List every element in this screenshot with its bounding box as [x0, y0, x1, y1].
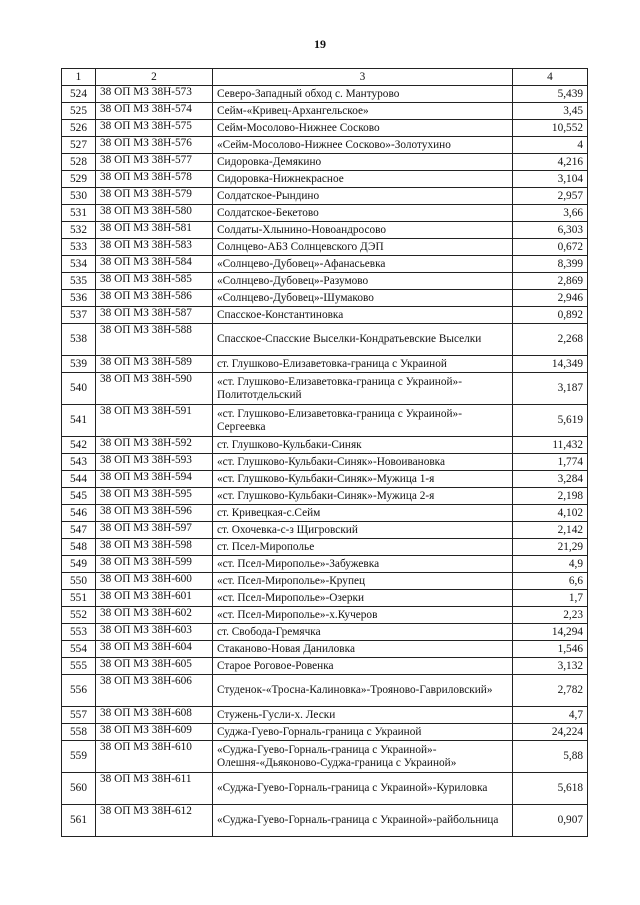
row-number-cell: 556	[62, 675, 96, 707]
road-code-cell: 38 ОП МЗ 38Н-579	[96, 188, 213, 205]
road-name-cell: Солдатское-Бекетово	[213, 205, 513, 222]
road-length-cell: 11,432	[513, 437, 588, 454]
table-row	[62, 454, 588, 471]
header-col-3: 3	[213, 69, 513, 86]
road-code-cell: 38 ОП МЗ 38Н-611	[96, 773, 213, 805]
road-name-cell: Суджа-Гуево-Горналь-граница с Украиной	[213, 724, 513, 741]
road-length-cell: 4,7	[513, 707, 588, 724]
road-code-cell: 38 ОП МЗ 38Н-581	[96, 222, 213, 239]
road-code-cell: 38 ОП МЗ 38Н-588	[96, 324, 213, 356]
table-body	[62, 86, 588, 837]
row-number-cell: 561	[62, 805, 96, 837]
road-length-cell: 2,268	[513, 324, 588, 356]
road-length-cell: 2,198	[513, 488, 588, 505]
table-row	[62, 805, 588, 837]
road-length-cell: 4,216	[513, 154, 588, 171]
page-number: 19	[314, 37, 326, 51]
road-length-cell: 3,284	[513, 471, 588, 488]
road-name-cell: «Солнцево-Дубовец»-Шумаково	[213, 290, 513, 307]
road-length-cell: 2,23	[513, 607, 588, 624]
row-number-cell: 540	[62, 373, 96, 405]
table-row	[62, 239, 588, 256]
road-length-cell: 0,672	[513, 239, 588, 256]
road-name-cell: «ст. Глушково-Кульбаки-Синяк»-Новоивановка	[213, 454, 513, 471]
road-code-cell: 38 ОП МЗ 38Н-610	[96, 741, 213, 773]
road-name-cell: «Солнцево-Дубовец»-Разумово	[213, 273, 513, 290]
row-number-cell: 536	[62, 290, 96, 307]
table-row	[62, 488, 588, 505]
road-name-cell: «ст. Псел-Мирополье»-Забужевка	[213, 556, 513, 573]
road-code-cell: 38 ОП МЗ 38Н-574	[96, 103, 213, 120]
road-length-cell: 2,782	[513, 675, 588, 707]
road-code-cell: 38 ОП МЗ 38Н-586	[96, 290, 213, 307]
road-code-cell: 38 ОП МЗ 38Н-585	[96, 273, 213, 290]
road-name-cell: «Суджа-Гуево-Горналь-граница с Украиной»-Олешня-«Дьяконово-Суджа-граница с Украиной»	[213, 741, 513, 773]
road-name-cell: Сейм-«Кривец-Архангельское»	[213, 103, 513, 120]
table-row	[62, 607, 588, 624]
row-number-cell: 547	[62, 522, 96, 539]
road-name-cell: «ст. Глушково-Кульбаки-Синяк»-Мужица 1-я	[213, 471, 513, 488]
road-length-cell: 4,102	[513, 505, 588, 522]
row-number-cell: 535	[62, 273, 96, 290]
row-number-cell: 560	[62, 773, 96, 805]
table-row	[62, 171, 588, 188]
road-code-cell: 38 ОП МЗ 38Н-602	[96, 607, 213, 624]
table-row	[62, 356, 588, 373]
road-length-cell: 2,957	[513, 188, 588, 205]
table-row	[62, 675, 588, 707]
road-code-cell: 38 ОП МЗ 38Н-592	[96, 437, 213, 454]
road-code-cell: 38 ОП МЗ 38Н-573	[96, 86, 213, 103]
row-number-cell: 537	[62, 307, 96, 324]
road-length-cell: 1,546	[513, 641, 588, 658]
road-name-cell: Солдатское-Рындино	[213, 188, 513, 205]
road-name-cell: Студенок-«Тросна-Калиновка»-Трояново-Гавриловский»	[213, 675, 513, 707]
row-number-cell: 538	[62, 324, 96, 356]
road-length-cell: 0,892	[513, 307, 588, 324]
road-name-cell: Северо-Западный обход с. Мантурово	[213, 86, 513, 103]
table-row	[62, 188, 588, 205]
table-row	[62, 205, 588, 222]
row-number-cell: 554	[62, 641, 96, 658]
row-number-cell: 541	[62, 405, 96, 437]
road-code-cell: 38 ОП МЗ 38Н-591	[96, 405, 213, 437]
row-number-cell: 534	[62, 256, 96, 273]
table-row	[62, 624, 588, 641]
road-code-cell: 38 ОП МЗ 38Н-583	[96, 239, 213, 256]
road-name-cell: Старое Роговое-Ровенка	[213, 658, 513, 675]
road-name-cell: Сидоровка-Нижнекрасное	[213, 171, 513, 188]
table-row	[62, 222, 588, 239]
row-number-cell: 546	[62, 505, 96, 522]
table-row	[62, 120, 588, 137]
row-number-cell: 558	[62, 724, 96, 741]
row-number-cell: 555	[62, 658, 96, 675]
row-number-cell: 551	[62, 590, 96, 607]
table-row	[62, 86, 588, 103]
table-row	[62, 741, 588, 773]
road-name-cell: ст. Кривецкая-с.Сейм	[213, 505, 513, 522]
road-code-cell: 38 ОП МЗ 38Н-587	[96, 307, 213, 324]
table-row	[62, 539, 588, 556]
header-col-1: 1	[62, 69, 96, 86]
road-code-cell: 38 ОП МЗ 38Н-603	[96, 624, 213, 641]
table-row	[62, 556, 588, 573]
road-name-cell: ст. Свобода-Гремячка	[213, 624, 513, 641]
road-code-cell: 38 ОП МЗ 38Н-584	[96, 256, 213, 273]
row-number-cell: 542	[62, 437, 96, 454]
row-number-cell: 528	[62, 154, 96, 171]
table-row	[62, 437, 588, 454]
table-row	[62, 405, 588, 437]
road-length-cell: 3,45	[513, 103, 588, 120]
table-row	[62, 324, 588, 356]
table-row	[62, 256, 588, 273]
road-code-cell: 38 ОП МЗ 38Н-576	[96, 137, 213, 154]
road-length-cell: 4	[513, 137, 588, 154]
road-name-cell: Солнцево-АБЗ Солнцевского ДЭП	[213, 239, 513, 256]
row-number-cell: 527	[62, 137, 96, 154]
road-code-cell: 38 ОП МЗ 38Н-595	[96, 488, 213, 505]
roads-table	[61, 68, 588, 837]
road-length-cell: 6,303	[513, 222, 588, 239]
road-name-cell: ст. Глушково-Кульбаки-Синяк	[213, 437, 513, 454]
row-number-cell: 525	[62, 103, 96, 120]
road-length-cell: 8,399	[513, 256, 588, 273]
road-code-cell: 38 ОП МЗ 38Н-589	[96, 356, 213, 373]
row-number-cell: 544	[62, 471, 96, 488]
table-row	[62, 724, 588, 741]
table-row	[62, 658, 588, 675]
road-name-cell: Сидоровка-Демякино	[213, 154, 513, 171]
row-number-cell: 539	[62, 356, 96, 373]
road-code-cell: 38 ОП МЗ 38Н-605	[96, 658, 213, 675]
road-length-cell: 14,349	[513, 356, 588, 373]
table-row	[62, 641, 588, 658]
road-length-cell: 4,9	[513, 556, 588, 573]
road-code-cell: 38 ОП МЗ 38Н-580	[96, 205, 213, 222]
road-length-cell: 14,294	[513, 624, 588, 641]
table-row	[62, 307, 588, 324]
table-row	[62, 471, 588, 488]
road-name-cell: Сейм-Мосолово-Нижнее Сосково	[213, 120, 513, 137]
road-code-cell: 38 ОП МЗ 38Н-601	[96, 590, 213, 607]
road-name-cell: Спасское-Константиновка	[213, 307, 513, 324]
road-name-cell: «Суджа-Гуево-Горналь-граница с Украиной»-Куриловка	[213, 773, 513, 805]
road-name-cell: «ст. Псел-Мирополье»-х.Кучеров	[213, 607, 513, 624]
road-length-cell: 3,66	[513, 205, 588, 222]
row-number-cell: 526	[62, 120, 96, 137]
table-row	[62, 103, 588, 120]
road-name-cell: ст. Псел-Мирополье	[213, 539, 513, 556]
road-name-cell: «Суджа-Гуево-Горналь-граница с Украиной»-райбольница	[213, 805, 513, 837]
table-row	[62, 137, 588, 154]
road-name-cell: «ст. Глушково-Елизаветовка-граница с Украиной»-Сергеевка	[213, 405, 513, 437]
row-number-cell: 545	[62, 488, 96, 505]
road-name-cell: ст. Охочевка-с-з Щигровский	[213, 522, 513, 539]
row-number-cell: 543	[62, 454, 96, 471]
road-name-cell: ст. Глушково-Елизаветовка-граница с Украиной	[213, 356, 513, 373]
row-number-cell: 524	[62, 86, 96, 103]
row-number-cell: 531	[62, 205, 96, 222]
table-row	[62, 373, 588, 405]
road-code-cell: 38 ОП МЗ 38Н-590	[96, 373, 213, 405]
row-number-cell: 532	[62, 222, 96, 239]
table-header-row	[62, 69, 588, 86]
row-number-cell: 533	[62, 239, 96, 256]
road-name-cell: «ст. Псел-Мирополье»-Озерки	[213, 590, 513, 607]
road-name-cell: Солдаты-Хлынино-Новоандросово	[213, 222, 513, 239]
road-length-cell: 1,774	[513, 454, 588, 471]
road-code-cell: 38 ОП МЗ 38Н-596	[96, 505, 213, 522]
road-code-cell: 38 ОП МЗ 38Н-612	[96, 805, 213, 837]
road-code-cell: 38 ОП МЗ 38Н-597	[96, 522, 213, 539]
road-name-cell: «ст. Псел-Мирополье»-Крупец	[213, 573, 513, 590]
road-length-cell: 3,187	[513, 373, 588, 405]
road-code-cell: 38 ОП МЗ 38Н-594	[96, 471, 213, 488]
table-row	[62, 522, 588, 539]
road-code-cell: 38 ОП МЗ 38Н-609	[96, 724, 213, 741]
road-name-cell: Стаканово-Новая Даниловка	[213, 641, 513, 658]
road-length-cell: 2,869	[513, 273, 588, 290]
road-length-cell: 1,7	[513, 590, 588, 607]
table-row	[62, 290, 588, 307]
row-number-cell: 530	[62, 188, 96, 205]
road-code-cell: 38 ОП МЗ 38Н-608	[96, 707, 213, 724]
road-name-cell: «Солнцево-Дубовец»-Афанасьевка	[213, 256, 513, 273]
road-name-cell: «Сейм-Мосолово-Нижнее Сосково»-Золотухино	[213, 137, 513, 154]
road-length-cell: 5,619	[513, 405, 588, 437]
table-row	[62, 154, 588, 171]
road-length-cell: 0,907	[513, 805, 588, 837]
road-length-cell: 21,29	[513, 539, 588, 556]
row-number-cell: 548	[62, 539, 96, 556]
table-row	[62, 273, 588, 290]
road-length-cell: 3,104	[513, 171, 588, 188]
road-length-cell: 6,6	[513, 573, 588, 590]
road-code-cell: 38 ОП МЗ 38Н-599	[96, 556, 213, 573]
row-number-cell: 553	[62, 624, 96, 641]
road-code-cell: 38 ОП МЗ 38Н-593	[96, 454, 213, 471]
road-code-cell: 38 ОП МЗ 38Н-600	[96, 573, 213, 590]
row-number-cell: 550	[62, 573, 96, 590]
header-col-4: 4	[513, 69, 588, 86]
row-number-cell: 559	[62, 741, 96, 773]
table-row	[62, 707, 588, 724]
table-row	[62, 505, 588, 522]
road-code-cell: 38 ОП МЗ 38Н-598	[96, 539, 213, 556]
table-row	[62, 590, 588, 607]
row-number-cell: 552	[62, 607, 96, 624]
road-code-cell: 38 ОП МЗ 38Н-606	[96, 675, 213, 707]
road-name-cell: «ст. Глушково-Кульбаки-Синяк»-Мужица 2-я	[213, 488, 513, 505]
road-length-cell: 10,552	[513, 120, 588, 137]
row-number-cell: 549	[62, 556, 96, 573]
road-length-cell: 5,439	[513, 86, 588, 103]
road-length-cell: 5,618	[513, 773, 588, 805]
row-number-cell: 529	[62, 171, 96, 188]
road-code-cell: 38 ОП МЗ 38Н-578	[96, 171, 213, 188]
road-length-cell: 2,142	[513, 522, 588, 539]
road-length-cell: 5,88	[513, 741, 588, 773]
road-length-cell: 24,224	[513, 724, 588, 741]
road-name-cell: Стужень-Гусли-х. Лески	[213, 707, 513, 724]
road-length-cell: 3,132	[513, 658, 588, 675]
road-code-cell: 38 ОП МЗ 38Н-604	[96, 641, 213, 658]
road-name-cell: Спасское-Спасские Выселки-Кондратьевские Выселки	[213, 324, 513, 356]
table-row	[62, 773, 588, 805]
road-code-cell: 38 ОП МЗ 38Н-577	[96, 154, 213, 171]
header-col-2: 2	[96, 69, 213, 86]
table-row	[62, 573, 588, 590]
row-number-cell: 557	[62, 707, 96, 724]
road-code-cell: 38 ОП МЗ 38Н-575	[96, 120, 213, 137]
road-length-cell: 2,946	[513, 290, 588, 307]
road-name-cell: «ст. Глушково-Елизаветовка-граница с Украиной»-Политотдельский	[213, 373, 513, 405]
